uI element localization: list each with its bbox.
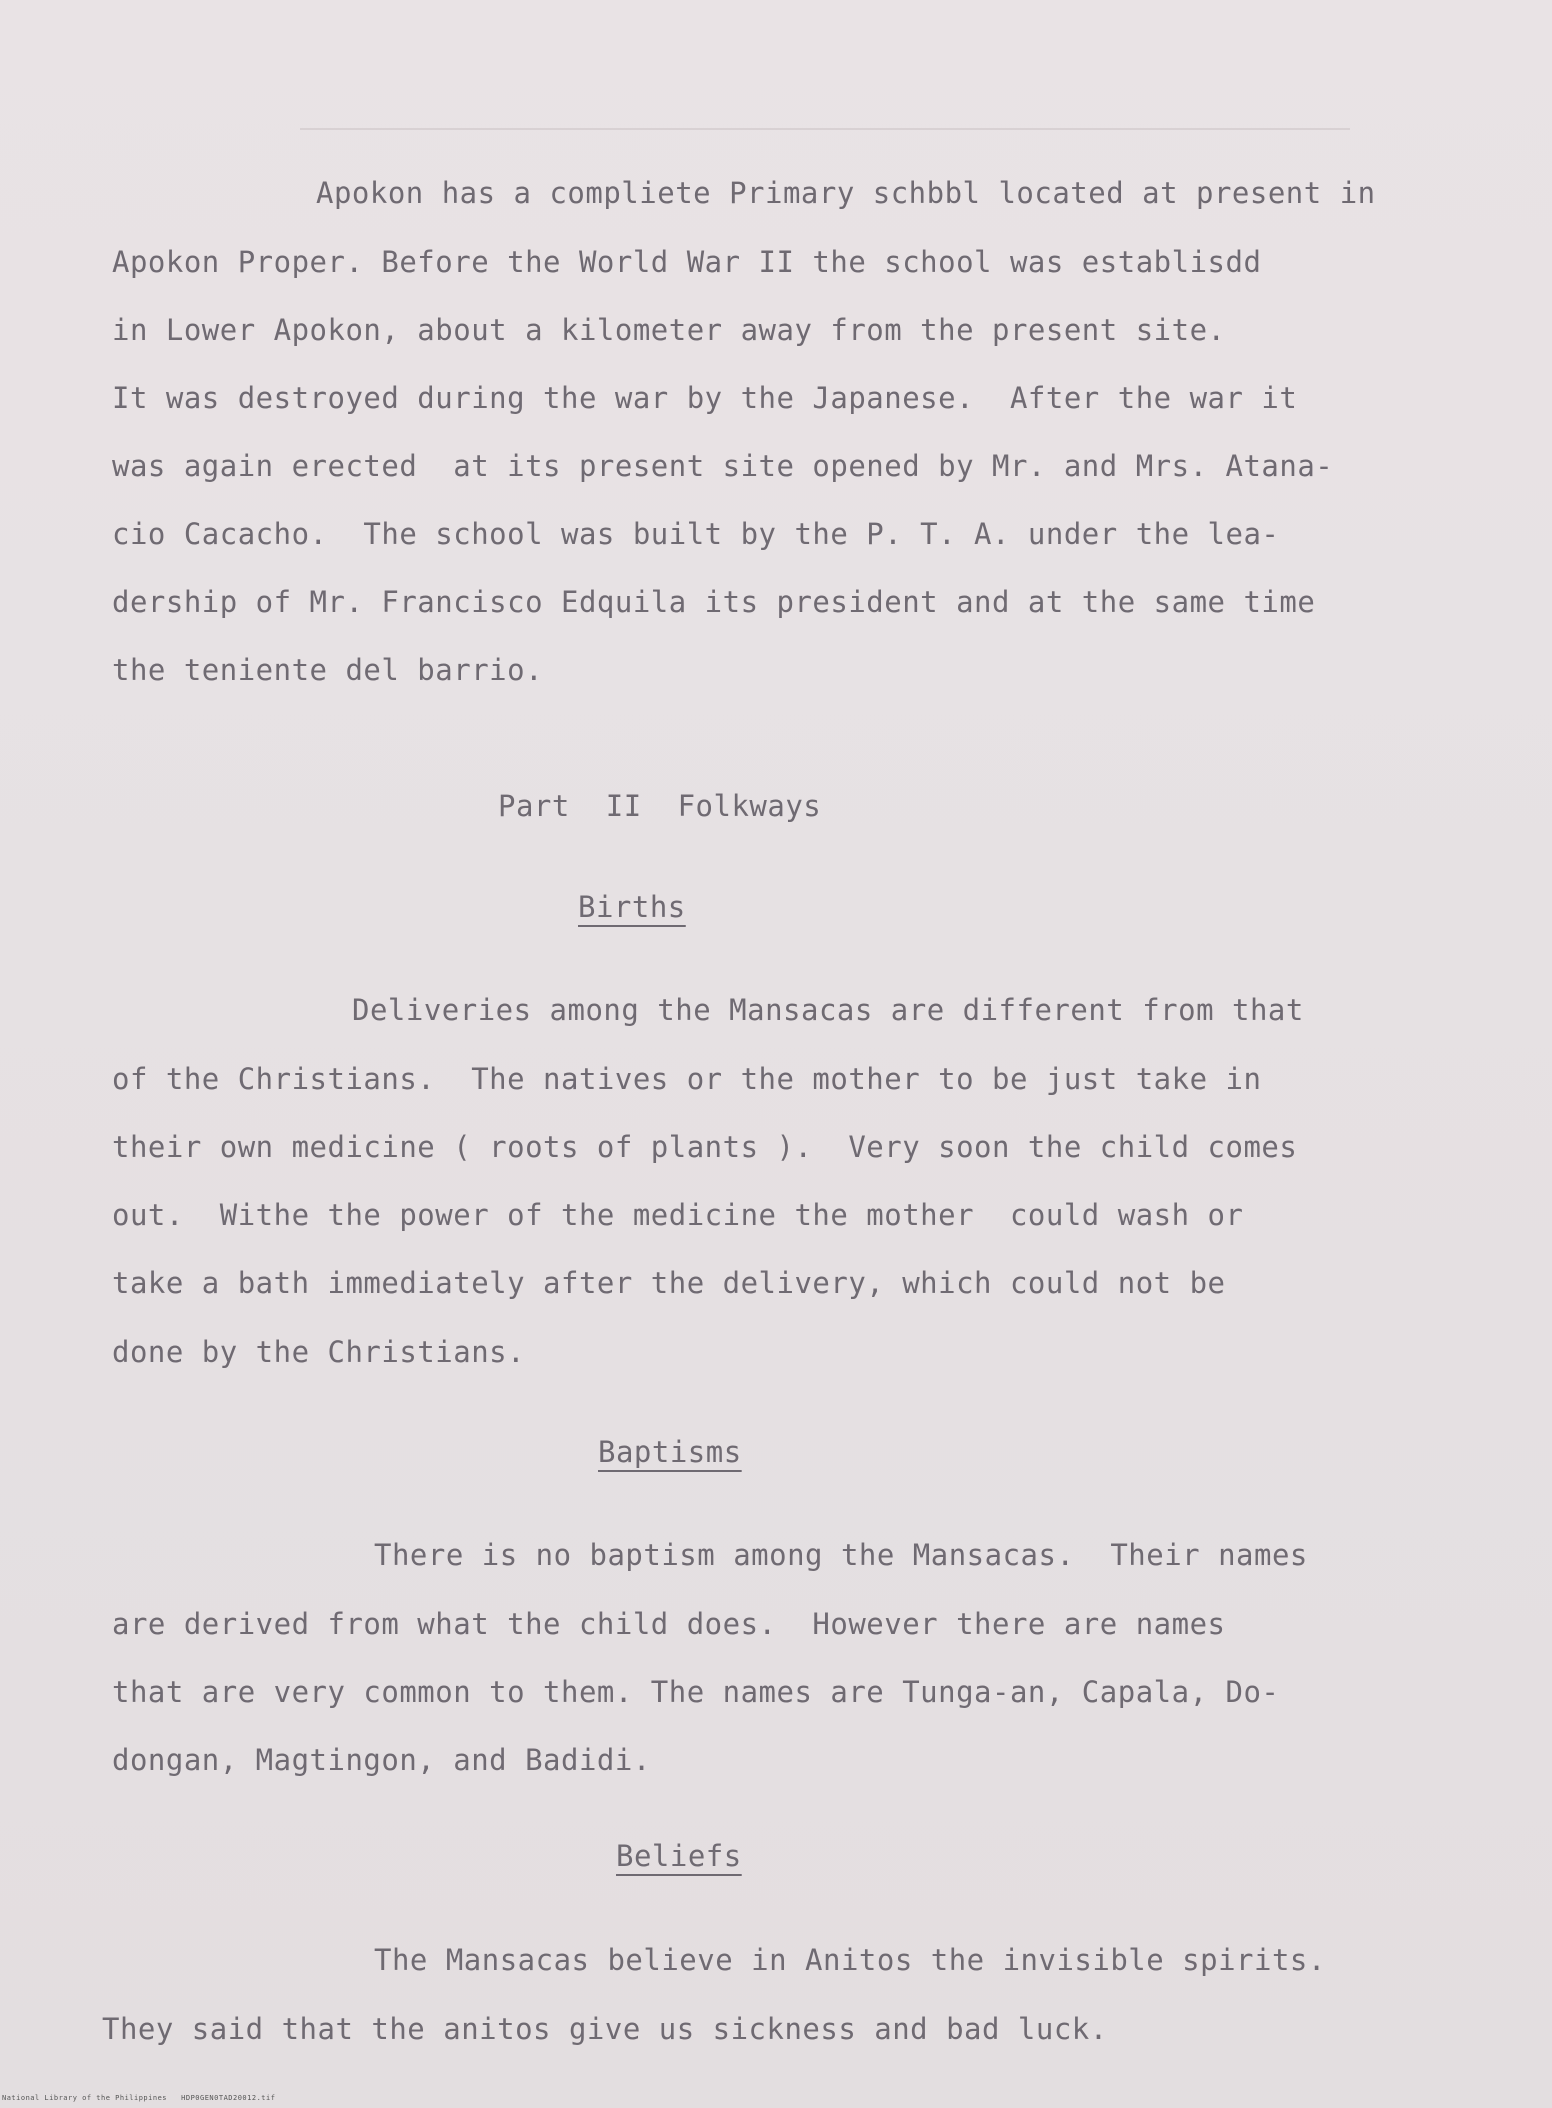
beliefs-line-1: The Mansacas believe in Anitos the invisible spirits. [374,1943,1326,1977]
births-heading: Births [578,890,686,924]
paragraph1-line-8: the teniente del barrio. [112,653,544,687]
paragraph1-line-4: It was destroyed during the war by the Japanese. After the war it [112,381,1298,415]
paragraph1-line-3: in Lower Apokon, about a kilometer away from the present site. [112,313,1226,347]
baptisms-line-1: There is no baptism among the Mansacas. Their names [374,1538,1308,1572]
baptisms-line-3: that are very common to them. The names are Tunga-an, Capala, Do- [112,1675,1280,1709]
baptisms-line-2: are derived from what the child does. However there are names [112,1607,1226,1641]
births-line-3: their own medicine ( roots of plants ). Very soon the child comes [112,1130,1298,1164]
paragraph1-line-5: was again erected at its present site opened by Mr. and Mrs. Atana- [112,449,1334,483]
baptisms-line-4: dongan, Magtingon, and Badidi. [112,1743,651,1777]
births-line-1: Deliveries among the Mansacas are different from that [352,993,1304,1027]
paragraph1-line-1: Apokon has a compliete Primary schbbl located at present in [316,176,1376,210]
births-line-5: take a bath immediately after the delivery, which could not be [112,1266,1226,1300]
part-heading: Part II Folkways [498,789,822,823]
paragraph1-line-7: dership of Mr. Francisco Edquila its president and at the same time [112,585,1316,619]
births-line-4: out. Withe the power of the medicine the mother could wash or [112,1198,1244,1232]
births-line-2: of the Christians. The natives or the mother to be just take in [112,1062,1262,1096]
faint-rule [300,128,1350,130]
baptisms-heading: Baptisms [598,1435,742,1469]
beliefs-heading: Beliefs [616,1839,742,1873]
births-line-6: done by the Christians. [112,1335,526,1369]
paragraph1-line-2: Apokon Proper. Before the World War II the school was establisdd [112,245,1262,279]
beliefs-line-2: They said that the anitos give us sickness and bad luck. [102,2012,1108,2046]
scan-footer: National Library of the Philippines HDP0GEN0TAD20012.tif [2,2094,276,2102]
paragraph1-line-6: cio Cacacho. The school was built by the P. T. A. under the lea- [112,517,1280,551]
